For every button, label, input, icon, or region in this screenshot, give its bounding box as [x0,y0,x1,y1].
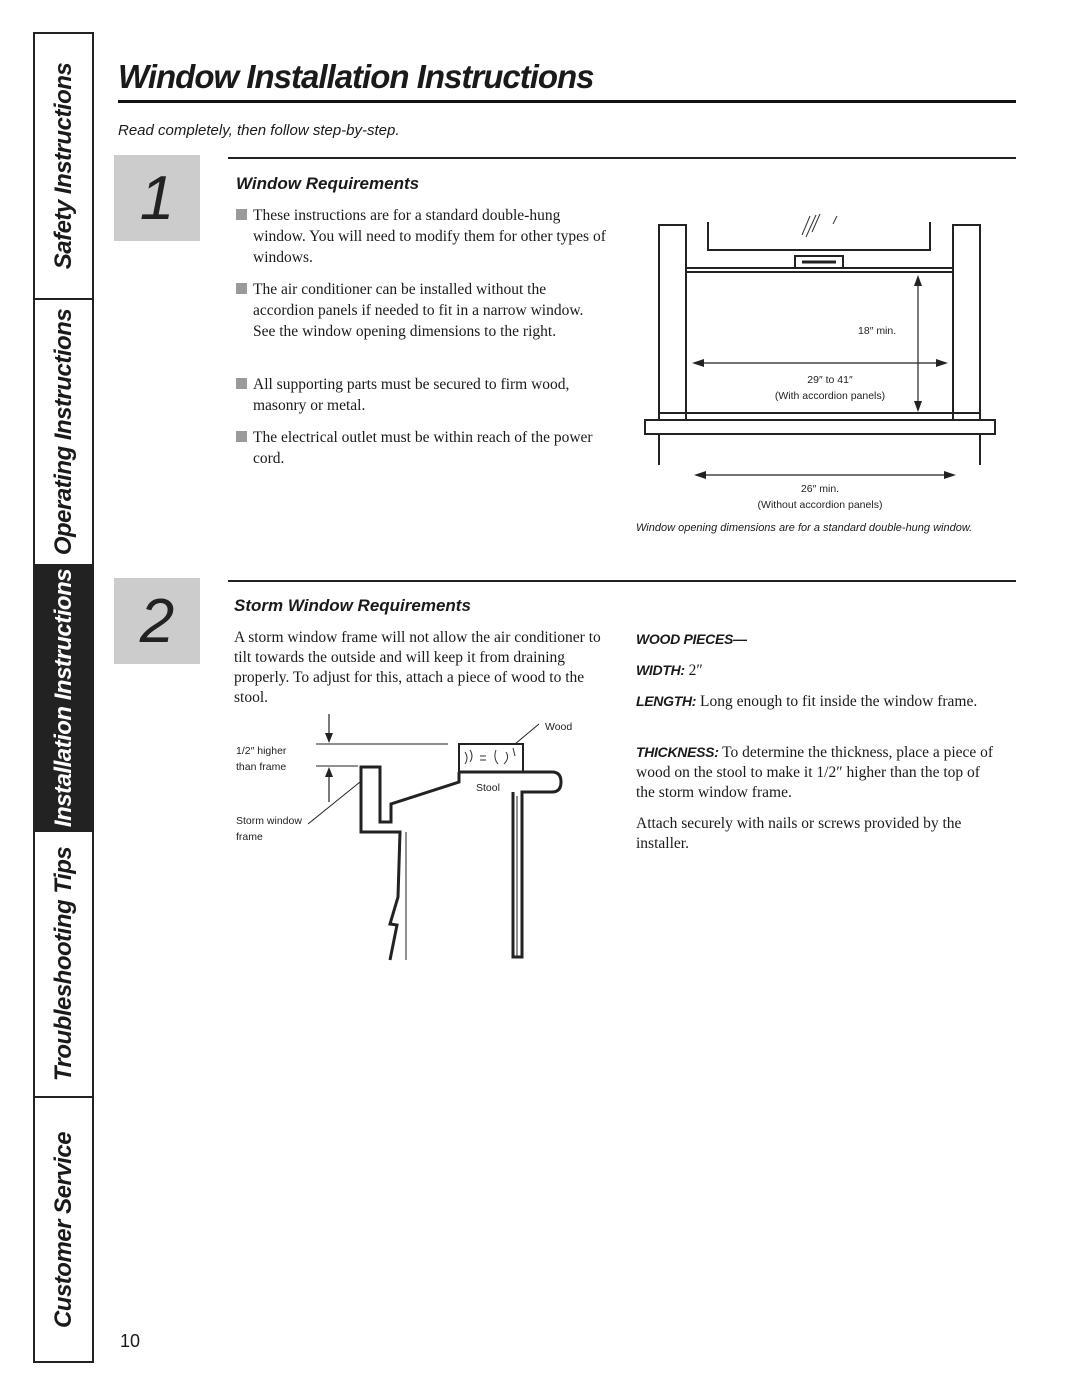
section-tabs [33,32,94,1363]
page-number: 10 [120,1331,141,1351]
step1-bullet [236,279,606,342]
page-subtitle: Read completely, then follow step-by-step. [118,122,400,139]
tab-label: Installation Instructions [49,568,77,828]
stool [459,772,561,957]
tab-customer-service[interactable] [35,1098,92,1361]
width-value: 2″ [688,662,703,679]
tab-label: Safety Instructions [49,62,77,270]
length-value: Long enough to fit inside the window frame. [700,693,978,710]
step1-heading: Window Requirements [236,174,420,193]
thickness-spec [636,742,998,803]
tab-label: Customer Service [49,1131,77,1328]
higher-label-line1: 1/2″ higher [236,745,287,757]
step2-heading: Storm Window Requirements [234,596,471,615]
storm-window-frame [361,767,459,960]
higher-label-line2: than frame [236,761,287,773]
step2-number: 2 [139,586,175,656]
tab-installation-instructions[interactable] [35,566,92,832]
bullet-text: All supporting parts must be secured to firm wood, masonry or metal. [253,376,570,414]
page-title: Window Installation Instructions [118,58,594,95]
wood-label: Wood [545,721,573,733]
tab-label: Operating Instructions [49,308,77,556]
bullet-text: The electrical outlet must be within reach of the power cord. [253,429,593,467]
step2-body: A storm window frame will not allow the air conditioner to tilt towards the outside and will keep it from draining properly. To adjust for this, attach a piece of wood to the stool. [234,629,601,706]
title-divider [118,100,1016,103]
step1-number-box [114,155,200,241]
step1-number: 1 [139,163,175,233]
step2-divider [228,580,1016,582]
width-with-panels-label: 29″ to 41″ [807,374,853,386]
height-dimension-label: 18″ min. [858,325,897,337]
tab-safety-instructions[interactable] [35,34,92,300]
left-jamb [659,225,686,420]
step1-bullet [236,427,606,469]
step1-bullet [236,374,606,416]
width-label: WIDTH: [636,662,685,678]
bullet-square-icon [236,209,247,220]
bullet-square-icon [236,283,247,294]
storm-frame-label-line1: Storm window [236,815,302,827]
storm-frame-label-line2: frame [236,831,263,843]
wood-pieces-label: WOOD PIECES— [636,631,747,647]
bullet-text: The air conditioner can be installed without the accordion panels if needed to fit in a narrow window. See the window opening dimensions to the right. [253,281,584,340]
width-spec [636,660,996,681]
right-jamb [953,225,980,420]
width-without-panels-note: (Without accordion panels) [757,499,883,511]
stool-label: Stool [476,782,500,794]
thickness-label: THICKNESS: [636,744,719,760]
tab-troubleshooting-tips[interactable] [35,832,92,1098]
storm-window-diagram [230,712,610,967]
bullet-square-icon [236,431,247,442]
diagram-caption: Window opening dimensions are for a standard double-hung window. [636,522,973,534]
bullet-square-icon [236,378,247,389]
width-without-panels-label: 26″ min. [800,483,840,495]
step1-divider [228,157,1016,159]
upper-sash [708,222,930,250]
step2-number-box [114,578,200,664]
glass-reflection-icon [802,214,837,237]
step1-bullet [236,205,606,268]
tab-label: Troubleshooting Tips [49,846,77,1082]
attach-text: Attach securely with nails or screws provided by the installer. [636,815,962,852]
length-label: LENGTH: [636,693,697,709]
length-spec [636,691,996,712]
thickness-value: To determine the thickness, place a piece of wood on the stool to make it 1/2″ higher than the top of the storm window frame. [636,744,994,801]
wood-pieces-heading [636,629,996,650]
tab-operating-instructions[interactable] [35,300,92,566]
width-with-panels-note: (With accordion panels) [774,390,886,402]
bullet-text: These instructions are for a standard double-hung window. You will need to modify them for other types of windows. [253,207,606,266]
window-opening-diagram [630,200,1010,518]
